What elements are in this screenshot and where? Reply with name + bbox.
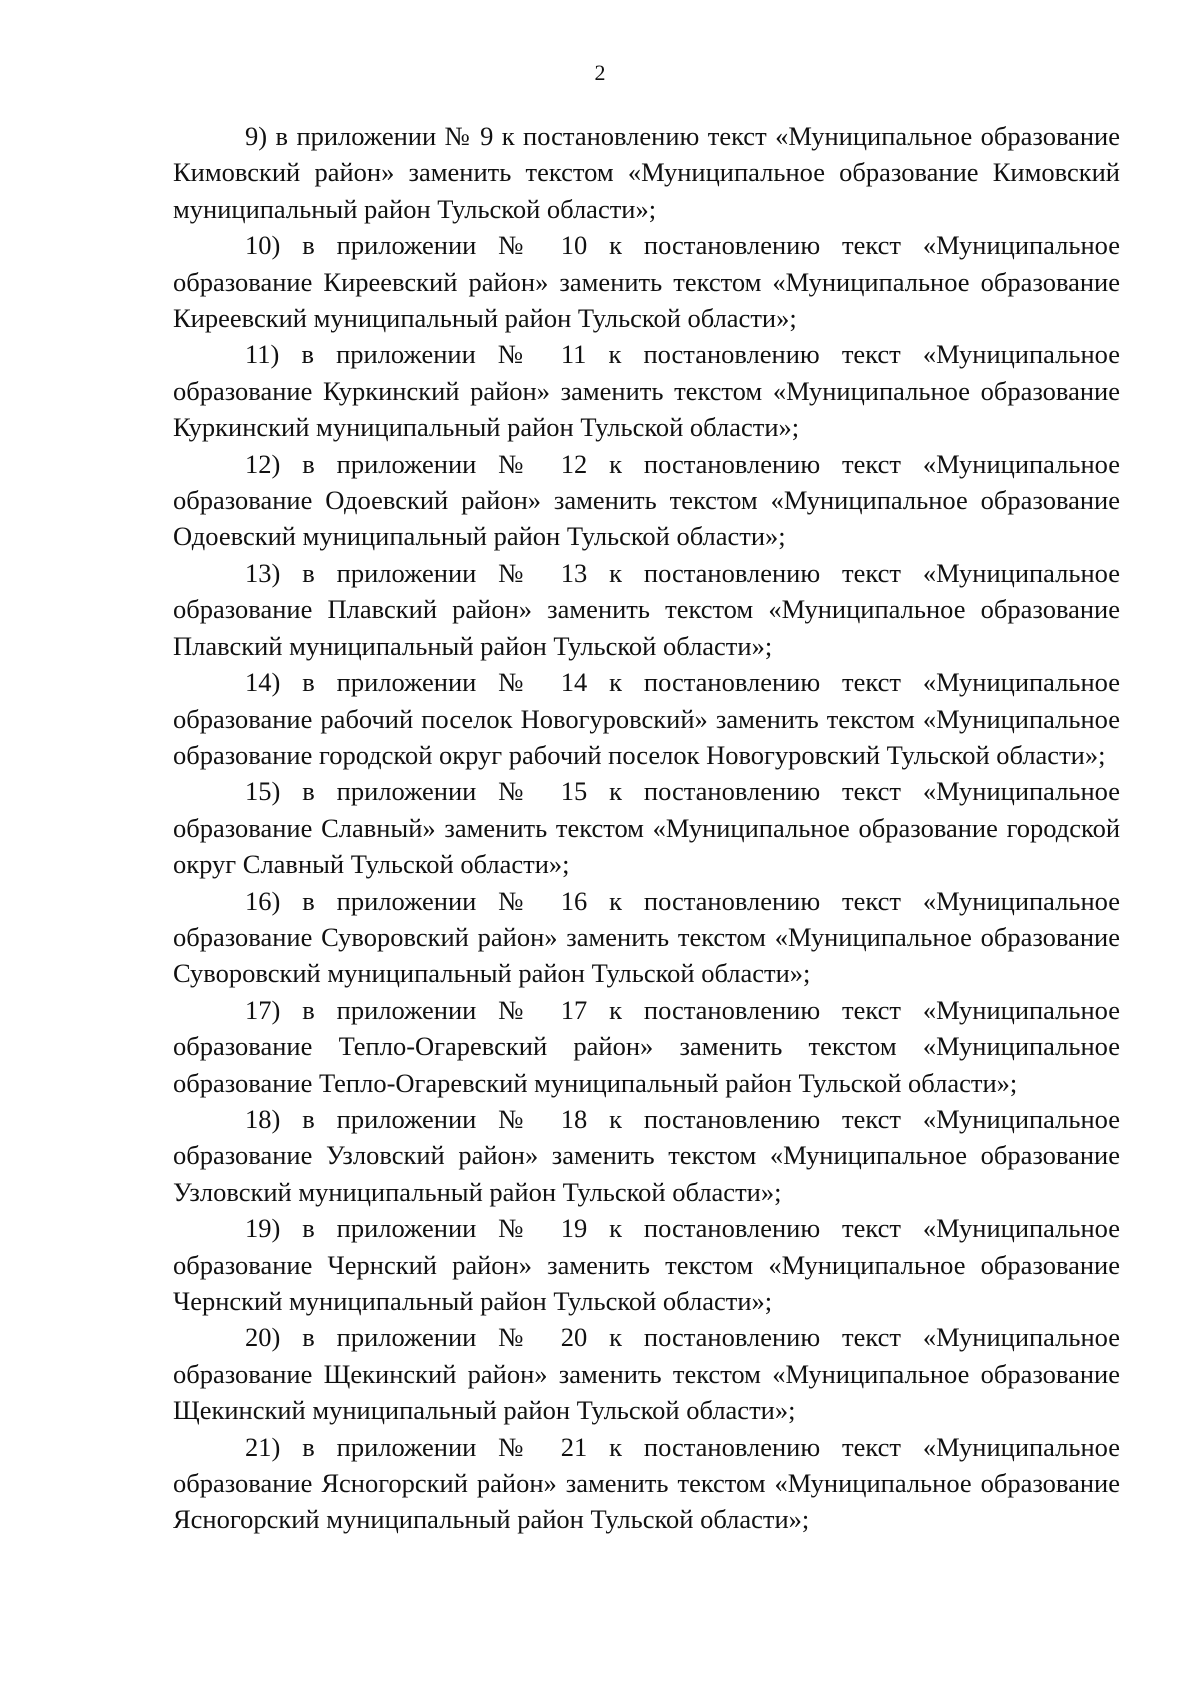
list-item-11: 11) в приложении № 11 к постановлению текст «Муниципальное образование Куркинский район» заменить текстом «Муниципальное образование Куркинский муниципальный район Тульской области»; [173, 339, 1120, 443]
list-item-21: 21) в приложении № 21 к постановлению текст «Муниципальное образование Ясногорский район» заменить текстом «Муниципальное образование Ясногорский муниципальный район Тульской области»; [173, 1431, 1120, 1535]
page-number: 2 [594, 60, 606, 85]
list-item-20: 20) в приложении № 20 к постановлению текст «Муниципальное образование Щекинский район» заменить текстом «Муниципальное образование Щекинский муниципальный район Тульской области»; [173, 1322, 1120, 1426]
document-body [173, 118, 1120, 1538]
list-item-9: 9) в приложении № 9 к постановлению текст «Муниципальное образование Кимовский район» заменить текстом «Муниципальное образование Кимовский муниципальный район Тульской области»; [173, 121, 1120, 224]
list-item-17: 17) в приложении № 17 к постановлению текст «Муниципальное образование Тепло-Огаревский район» заменить текстом «Муниципальное образование Тепло-Огаревский муниципальный район Тульской области»; [173, 994, 1120, 1098]
list-item-15: 15) в приложении № 15 к постановлению текст «Муниципальное образование Славный» заменить текстом «Муниципальное образование городской округ Славный Тульской области»; [173, 776, 1120, 880]
list-item-14: 14) в приложении № 14 к постановлению текст «Муниципальное образование рабочий поселок Новогуровский» заменить текстом «Муниципальное образование городской округ рабочий поселок Новогуровский Тульской области»; [173, 667, 1120, 770]
list-item-12: 12) в приложении № 12 к постановлению текст «Муниципальное образование Одоевский район» заменить текстом «Муниципальное образование Одоевский муниципальный район Тульской области»; [173, 448, 1120, 552]
list-item-10: 10) в приложении № 10 к постановлению текст «Муниципальное образование Киреевский район» заменить текстом «Муниципальное образование Киреевский муниципальный район Тульской области»; [173, 230, 1120, 334]
list-item-16: 16) в приложении № 16 к постановлению текст «Муниципальное образование Суворовский район» заменить текстом «Муниципальное образование Суворовский муниципальный район Тульской области»; [173, 885, 1120, 989]
list-item-19: 19) в приложении № 19 к постановлению текст «Муниципальное образование Чернский район» заменить текстом «Муниципальное образование Чернский муниципальный район Тульской области»; [173, 1213, 1120, 1316]
list-item-13: 13) в приложении № 13 к постановлению текст «Муниципальное образование Плавский район» заменить текстом «Муниципальное образование Плавский муниципальный район Тульской области»; [173, 557, 1120, 661]
list-item-18: 18) в приложении № 18 к постановлению текст «Муниципальное образование Узловский район» заменить текстом «Муниципальное образование Узловский муниципальный район Тульской области»; [173, 1103, 1120, 1207]
